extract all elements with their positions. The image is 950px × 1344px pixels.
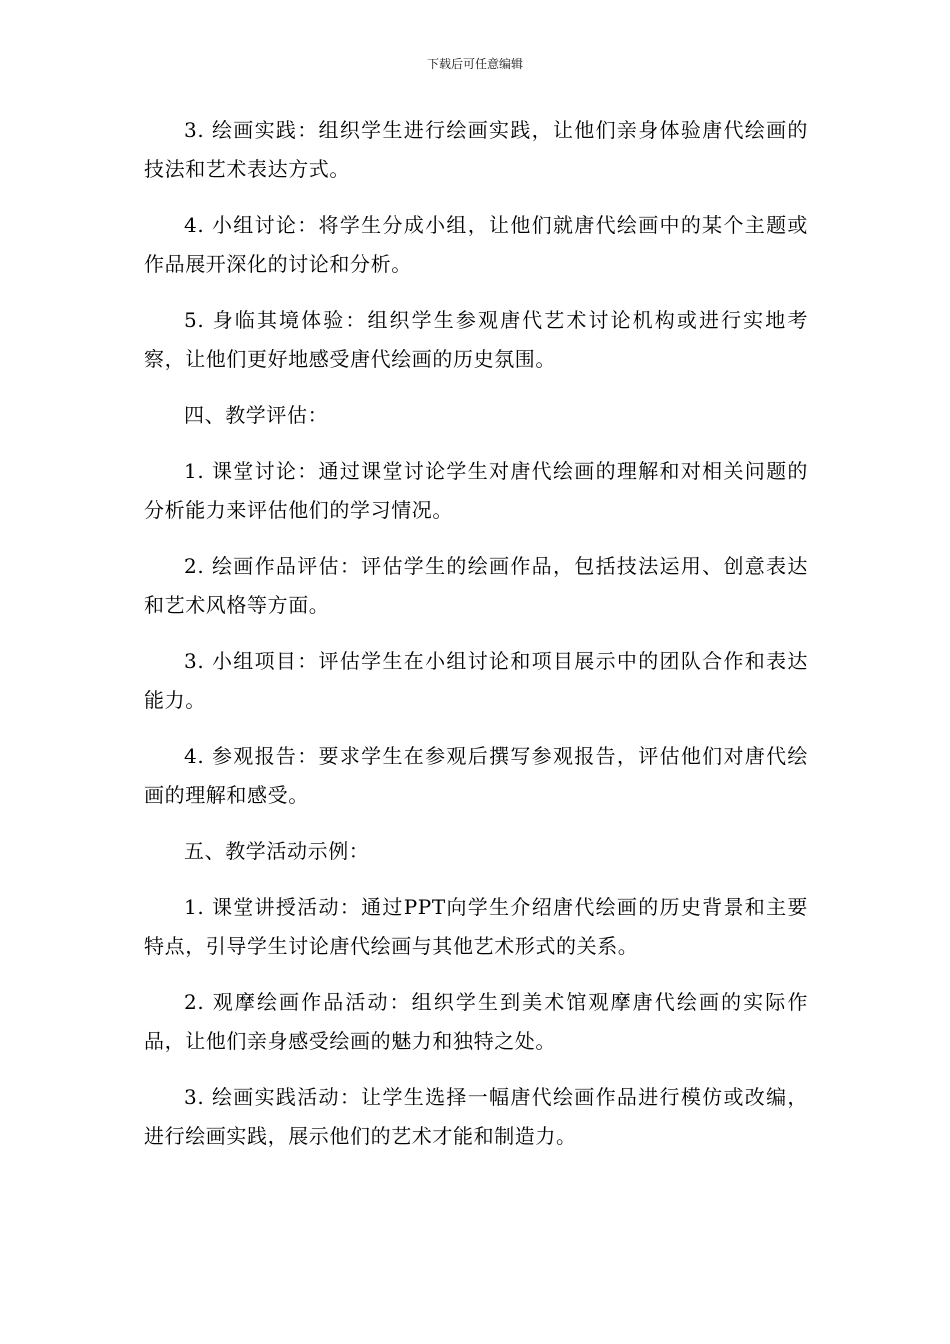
paragraph-example-1-lecture: 1. 课堂讲授活动：通过PPT向学生介绍唐代绘画的历史背景和主要特点，引导学生讨论唐代绘画与其他艺术形式的关系。 <box>144 895 808 958</box>
paragraph-activity-4-group-discussion: 4. 小组讨论：将学生分成小组，让他们就唐代绘画中的某个主题或作品展开深化的讨论和分析。 <box>144 213 808 276</box>
paragraph-assessment-2-artwork-evaluation: 2. 绘画作品评估：评估学生的绘画作品，包括技法运用、创意表达和艺术风格等方面。 <box>144 554 808 617</box>
paragraph-assessment-4-visit-report: 4. 参观报告：要求学生在参观后撰写参观报告，评估他们对唐代绘画的理解和感受。 <box>144 744 808 807</box>
paragraph-assessment-1-class-discussion: 1. 课堂讨论：通过课堂讨论学生对唐代绘画的理解和对相关问题的分析能力来评估他们的学习情况。 <box>144 459 808 522</box>
paragraph-example-3-painting-practice: 3. 绘画实践活动：让学生选择一幅唐代绘画作品进行模仿或改编，进行绘画实践，展示他们的艺术才能和制造力。 <box>144 1085 808 1148</box>
paragraph-example-2-museum-visit: 2. 观摩绘画作品活动：组织学生到美术馆观摩唐代绘画的实际作品，让他们亲身感受绘画的魅力和独特之处。 <box>144 990 808 1053</box>
paragraph-activity-3-painting-practice: 3. 绘画实践：组织学生进行绘画实践，让他们亲身体验唐代绘画的技法和艺术表达方式。 <box>144 118 808 181</box>
page-header: 下载后可任意编辑 <box>426 57 523 71</box>
paragraph-assessment-3-group-project: 3. 小组项目：评估学生在小组讨论和项目展示中的团队合作和表达能力。 <box>144 649 808 712</box>
section-heading-activity-examples: 五、教学活动示例： <box>184 839 370 863</box>
section-heading-teaching-assessment: 四、教学评估： <box>184 403 329 427</box>
document-body <box>144 111 808 1173</box>
paragraph-activity-5-immersive-experience: 5. 身临其境体验：组织学生参观唐代艺术讨论机构或进行实地考察，让他们更好地感受唐代绘画的历史氛围。 <box>144 308 808 371</box>
